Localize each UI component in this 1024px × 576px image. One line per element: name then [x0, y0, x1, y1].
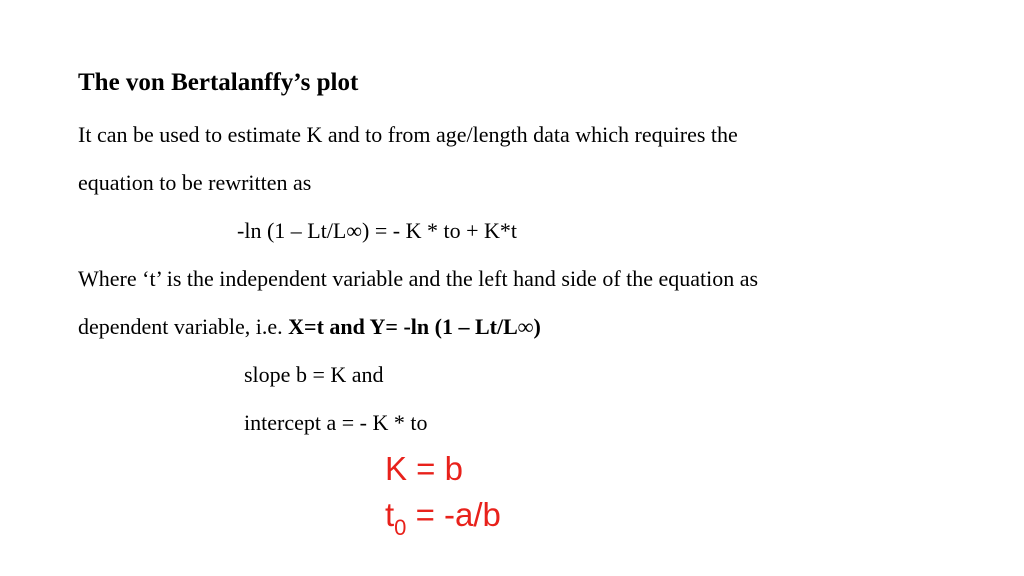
- paragraph-2-line-1: Where ‘t’ is the independent variable and the left hand side of the equation as: [78, 266, 759, 291]
- paragraph-2-line-2-text: dependent variable, i.e.: [78, 314, 289, 339]
- result-k: K = b: [385, 450, 463, 487]
- rewritten-equation: -ln (1 – Lt/L∞) = - K * to + K*t: [237, 218, 518, 243]
- paragraph-2-line-2: [78, 314, 541, 340]
- result-t0-subscript: 0: [394, 515, 407, 540]
- result-t0-formula: = -a/b: [406, 496, 501, 533]
- slide-title: The von Bertalanffy’s plot: [78, 69, 359, 96]
- intercept-definition: intercept a = - K * to: [244, 410, 428, 435]
- paragraph-1-line-2: equation to be rewritten as: [78, 170, 312, 195]
- slope-definition: slope b = K and: [244, 362, 384, 387]
- variable-definition: X=t and Y= -ln (1 – Lt/L∞): [288, 314, 541, 339]
- result-t0-base: t: [385, 496, 395, 533]
- paragraph-1-line-1: It can be used to estimate K and to from age/length data which requires the: [78, 122, 738, 147]
- result-t0: [385, 495, 501, 539]
